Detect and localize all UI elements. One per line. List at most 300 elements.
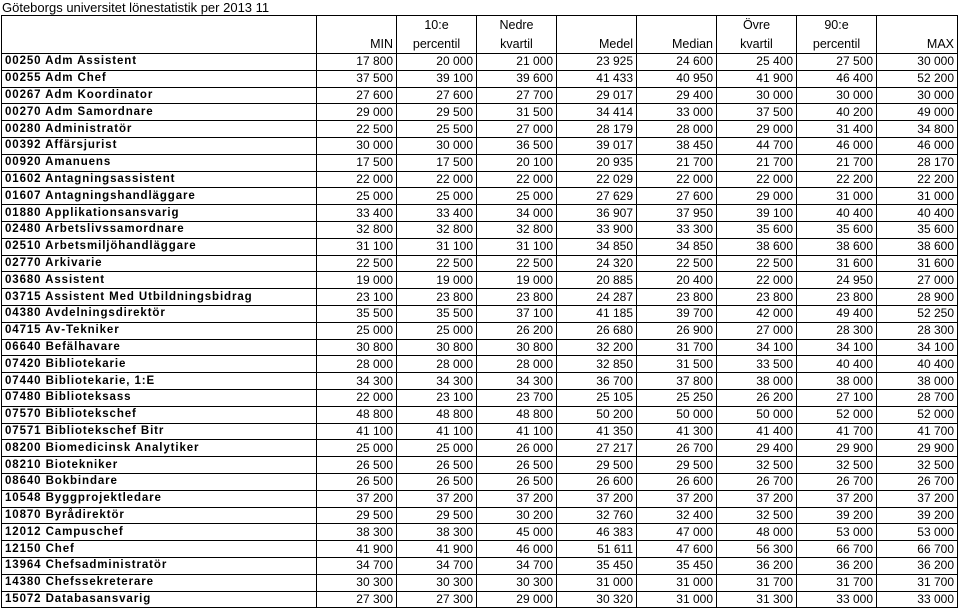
q3-cell: 48 000 bbox=[717, 524, 797, 541]
median-cell: 31 000 bbox=[637, 574, 717, 591]
occupation-cell: 10870 Byrådirektör bbox=[2, 507, 317, 524]
min-cell: 27 300 bbox=[317, 591, 397, 608]
max-cell: 52 200 bbox=[877, 70, 958, 87]
p10-cell: 48 800 bbox=[397, 406, 477, 423]
mean-cell: 26 600 bbox=[557, 473, 637, 490]
p10-cell: 23 800 bbox=[397, 289, 477, 306]
max-cell: 27 000 bbox=[877, 272, 958, 289]
median-cell: 41 300 bbox=[637, 423, 717, 440]
q3-cell: 31 700 bbox=[717, 574, 797, 591]
min-cell: 22 500 bbox=[317, 121, 397, 138]
median-cell: 28 000 bbox=[637, 121, 717, 138]
occupation-cell: 03715 Assistent Med Utbildningsbidrag bbox=[2, 289, 317, 306]
max-cell: 36 200 bbox=[877, 557, 958, 574]
max-cell: 38 600 bbox=[877, 238, 958, 255]
mean-cell: 39 017 bbox=[557, 137, 637, 154]
max-cell: 30 000 bbox=[877, 87, 958, 104]
mean-cell: 34 850 bbox=[557, 238, 637, 255]
q1-cell: 32 800 bbox=[477, 221, 557, 238]
table-header bbox=[2, 16, 958, 54]
q3-cell: 29 400 bbox=[717, 440, 797, 457]
min-cell: 17 800 bbox=[317, 54, 397, 71]
q3-cell: 26 700 bbox=[717, 473, 797, 490]
p90-cell: 28 300 bbox=[797, 322, 877, 339]
table-row bbox=[2, 541, 958, 558]
table-row bbox=[2, 490, 958, 507]
max-cell: 40 400 bbox=[877, 356, 958, 373]
p10-cell: 25 000 bbox=[397, 188, 477, 205]
mean-cell: 31 000 bbox=[557, 574, 637, 591]
q1-cell: 34 000 bbox=[477, 205, 557, 222]
p90-cell: 34 100 bbox=[797, 339, 877, 356]
p10-cell: 29 500 bbox=[397, 104, 477, 121]
table-row bbox=[2, 322, 958, 339]
q3-cell: 22 000 bbox=[717, 171, 797, 188]
q3-cell: 29 000 bbox=[717, 121, 797, 138]
q3-cell: 26 200 bbox=[717, 389, 797, 406]
table-row bbox=[2, 221, 958, 238]
median-cell: 31 500 bbox=[637, 356, 717, 373]
median-cell: 33 300 bbox=[637, 221, 717, 238]
q3-cell: 22 500 bbox=[717, 255, 797, 272]
mean-cell: 32 200 bbox=[557, 339, 637, 356]
q3-cell: 44 700 bbox=[717, 137, 797, 154]
max-cell: 26 700 bbox=[877, 473, 958, 490]
occupation-cell: 12150 Chef bbox=[2, 541, 317, 558]
p10-cell: 17 500 bbox=[397, 154, 477, 171]
p90-cell: 23 800 bbox=[797, 289, 877, 306]
q3-cell: 56 300 bbox=[717, 541, 797, 558]
mean-cell: 29 017 bbox=[557, 87, 637, 104]
table-row bbox=[2, 406, 958, 423]
max-cell: 22 200 bbox=[877, 171, 958, 188]
p90-cell: 31 700 bbox=[797, 574, 877, 591]
q1-cell: 30 800 bbox=[477, 339, 557, 356]
max-cell: 53 000 bbox=[877, 524, 958, 541]
table-row bbox=[2, 238, 958, 255]
table-row bbox=[2, 87, 958, 104]
occupation-cell: 08210 Biotekniker bbox=[2, 457, 317, 474]
occupation-cell: 00255 Adm Chef bbox=[2, 70, 317, 87]
table-row bbox=[2, 171, 958, 188]
min-cell: 26 500 bbox=[317, 457, 397, 474]
p10-cell: 22 500 bbox=[397, 255, 477, 272]
median-cell: 29 400 bbox=[637, 87, 717, 104]
table-row bbox=[2, 524, 958, 541]
median-cell: 47 000 bbox=[637, 524, 717, 541]
table-row bbox=[2, 457, 958, 474]
median-cell: 31 700 bbox=[637, 339, 717, 356]
occupation-cell: 04715 Av-Tekniker bbox=[2, 322, 317, 339]
occupation-cell: 01602 Antagningsassistent bbox=[2, 171, 317, 188]
header-top-q1: Nedre bbox=[477, 16, 557, 35]
median-cell: 37 950 bbox=[637, 205, 717, 222]
min-cell: 29 000 bbox=[317, 104, 397, 121]
q1-cell: 36 500 bbox=[477, 137, 557, 154]
min-cell: 35 500 bbox=[317, 305, 397, 322]
max-cell: 39 200 bbox=[877, 507, 958, 524]
mean-cell: 20 935 bbox=[557, 154, 637, 171]
occupation-cell: 01880 Applikationsansvarig bbox=[2, 205, 317, 222]
q3-cell: 41 400 bbox=[717, 423, 797, 440]
q1-cell: 26 500 bbox=[477, 457, 557, 474]
mean-cell: 46 383 bbox=[557, 524, 637, 541]
max-cell: 49 000 bbox=[877, 104, 958, 121]
occupation-cell: 13964 Chefsadministratör bbox=[2, 557, 317, 574]
min-cell: 28 000 bbox=[317, 356, 397, 373]
p10-cell: 20 000 bbox=[397, 54, 477, 71]
header-occupation bbox=[2, 35, 317, 54]
p90-cell: 31 600 bbox=[797, 255, 877, 272]
max-cell: 28 300 bbox=[877, 322, 958, 339]
max-cell: 32 500 bbox=[877, 457, 958, 474]
max-cell: 40 400 bbox=[877, 205, 958, 222]
occupation-cell: 00920 Amanuens bbox=[2, 154, 317, 171]
p10-cell: 25 000 bbox=[397, 440, 477, 457]
mean-cell: 50 200 bbox=[557, 406, 637, 423]
min-cell: 30 000 bbox=[317, 137, 397, 154]
median-cell: 37 800 bbox=[637, 373, 717, 390]
min-cell: 17 500 bbox=[317, 154, 397, 171]
p10-cell: 25 000 bbox=[397, 322, 477, 339]
table-row bbox=[2, 205, 958, 222]
q1-cell: 26 000 bbox=[477, 440, 557, 457]
mean-cell: 20 885 bbox=[557, 272, 637, 289]
max-cell: 38 000 bbox=[877, 373, 958, 390]
occupation-cell: 08200 Biomedicinsk Analytiker bbox=[2, 440, 317, 457]
q3-cell: 34 100 bbox=[717, 339, 797, 356]
max-cell: 29 900 bbox=[877, 440, 958, 457]
p10-cell: 22 000 bbox=[397, 171, 477, 188]
occupation-cell: 01607 Antagningshandläggare bbox=[2, 188, 317, 205]
p10-cell: 37 200 bbox=[397, 490, 477, 507]
max-cell: 52 000 bbox=[877, 406, 958, 423]
header-top-mean bbox=[557, 16, 637, 35]
q3-cell: 35 600 bbox=[717, 221, 797, 238]
occupation-cell: 03680 Assistent bbox=[2, 272, 317, 289]
header-p90: percentil bbox=[797, 35, 877, 54]
table-row bbox=[2, 154, 958, 171]
median-cell: 34 850 bbox=[637, 238, 717, 255]
median-cell: 37 200 bbox=[637, 490, 717, 507]
table-row bbox=[2, 54, 958, 71]
occupation-cell: 02770 Arkivarie bbox=[2, 255, 317, 272]
occupation-cell: 00280 Administratör bbox=[2, 121, 317, 138]
p90-cell: 30 000 bbox=[797, 87, 877, 104]
mean-cell: 27 217 bbox=[557, 440, 637, 457]
header-q3: kvartil bbox=[717, 35, 797, 54]
occupation-cell: 00270 Adm Samordnare bbox=[2, 104, 317, 121]
max-cell: 37 200 bbox=[877, 490, 958, 507]
q3-cell: 29 000 bbox=[717, 188, 797, 205]
header-max: MAX bbox=[877, 35, 958, 54]
q3-cell: 22 000 bbox=[717, 272, 797, 289]
mean-cell: 41 185 bbox=[557, 305, 637, 322]
q1-cell: 23 700 bbox=[477, 389, 557, 406]
header-q1: kvartil bbox=[477, 35, 557, 54]
median-cell: 21 700 bbox=[637, 154, 717, 171]
q1-cell: 27 700 bbox=[477, 87, 557, 104]
max-cell: 33 000 bbox=[877, 591, 958, 608]
p10-cell: 25 500 bbox=[397, 121, 477, 138]
max-cell: 46 000 bbox=[877, 137, 958, 154]
p90-cell: 31 400 bbox=[797, 121, 877, 138]
table-row bbox=[2, 423, 958, 440]
table-row bbox=[2, 591, 958, 608]
mean-cell: 51 611 bbox=[557, 541, 637, 558]
mean-cell: 32 760 bbox=[557, 507, 637, 524]
max-cell: 31 600 bbox=[877, 255, 958, 272]
q1-cell: 34 700 bbox=[477, 557, 557, 574]
p90-cell: 33 000 bbox=[797, 591, 877, 608]
median-cell: 38 450 bbox=[637, 137, 717, 154]
p90-cell: 32 500 bbox=[797, 457, 877, 474]
table-row bbox=[2, 70, 958, 87]
max-cell: 28 700 bbox=[877, 389, 958, 406]
median-cell: 32 400 bbox=[637, 507, 717, 524]
max-cell: 34 800 bbox=[877, 121, 958, 138]
mean-cell: 30 320 bbox=[557, 591, 637, 608]
median-cell: 20 400 bbox=[637, 272, 717, 289]
q1-cell: 21 000 bbox=[477, 54, 557, 71]
p90-cell: 46 000 bbox=[797, 137, 877, 154]
max-cell: 34 100 bbox=[877, 339, 958, 356]
p10-cell: 28 000 bbox=[397, 356, 477, 373]
median-cell: 26 700 bbox=[637, 440, 717, 457]
p90-cell: 66 700 bbox=[797, 541, 877, 558]
p90-cell: 40 200 bbox=[797, 104, 877, 121]
p10-cell: 27 600 bbox=[397, 87, 477, 104]
max-cell: 31 000 bbox=[877, 188, 958, 205]
q1-cell: 19 000 bbox=[477, 272, 557, 289]
min-cell: 25 000 bbox=[317, 322, 397, 339]
p90-cell: 27 500 bbox=[797, 54, 877, 71]
p10-cell: 33 400 bbox=[397, 205, 477, 222]
table-row bbox=[2, 255, 958, 272]
q1-cell: 34 300 bbox=[477, 373, 557, 390]
occupation-cell: 08640 Bokbindare bbox=[2, 473, 317, 490]
p90-cell: 22 200 bbox=[797, 171, 877, 188]
p90-cell: 31 000 bbox=[797, 188, 877, 205]
max-cell: 66 700 bbox=[877, 541, 958, 558]
p10-cell: 35 500 bbox=[397, 305, 477, 322]
q1-cell: 45 000 bbox=[477, 524, 557, 541]
min-cell: 22 000 bbox=[317, 389, 397, 406]
mean-cell: 41 350 bbox=[557, 423, 637, 440]
occupation-cell: 07480 Biblioteksass bbox=[2, 389, 317, 406]
min-cell: 22 500 bbox=[317, 255, 397, 272]
median-cell: 22 500 bbox=[637, 255, 717, 272]
mean-cell: 23 925 bbox=[557, 54, 637, 71]
q3-cell: 39 100 bbox=[717, 205, 797, 222]
q1-cell: 26 200 bbox=[477, 322, 557, 339]
q1-cell: 37 100 bbox=[477, 305, 557, 322]
p10-cell: 23 100 bbox=[397, 389, 477, 406]
p90-cell: 26 700 bbox=[797, 473, 877, 490]
min-cell: 31 100 bbox=[317, 238, 397, 255]
p90-cell: 35 600 bbox=[797, 221, 877, 238]
q1-cell: 30 200 bbox=[477, 507, 557, 524]
table-row bbox=[2, 121, 958, 138]
mean-cell: 26 680 bbox=[557, 322, 637, 339]
table-body bbox=[2, 54, 958, 608]
header-top-p90: 90:e bbox=[797, 16, 877, 35]
table-row bbox=[2, 137, 958, 154]
max-cell: 28 170 bbox=[877, 154, 958, 171]
table-row bbox=[2, 289, 958, 306]
min-cell: 25 000 bbox=[317, 188, 397, 205]
p10-cell: 38 300 bbox=[397, 524, 477, 541]
table-row bbox=[2, 339, 958, 356]
min-cell: 41 100 bbox=[317, 423, 397, 440]
p10-cell: 39 100 bbox=[397, 70, 477, 87]
occupation-cell: 15072 Databasansvarig bbox=[2, 591, 317, 608]
median-cell: 23 800 bbox=[637, 289, 717, 306]
median-cell: 47 600 bbox=[637, 541, 717, 558]
min-cell: 32 800 bbox=[317, 221, 397, 238]
min-cell: 26 500 bbox=[317, 473, 397, 490]
header-p10: percentil bbox=[397, 35, 477, 54]
q1-cell: 23 800 bbox=[477, 289, 557, 306]
median-cell: 26 600 bbox=[637, 473, 717, 490]
median-cell: 31 000 bbox=[637, 591, 717, 608]
table-row bbox=[2, 389, 958, 406]
min-cell: 37 500 bbox=[317, 70, 397, 87]
p90-cell: 40 400 bbox=[797, 205, 877, 222]
min-cell: 27 600 bbox=[317, 87, 397, 104]
mean-cell: 41 433 bbox=[557, 70, 637, 87]
p90-cell: 40 400 bbox=[797, 356, 877, 373]
p90-cell: 49 400 bbox=[797, 305, 877, 322]
q3-cell: 23 800 bbox=[717, 289, 797, 306]
q1-cell: 46 000 bbox=[477, 541, 557, 558]
q3-cell: 25 400 bbox=[717, 54, 797, 71]
q1-cell: 29 000 bbox=[477, 591, 557, 608]
p10-cell: 31 100 bbox=[397, 238, 477, 255]
min-cell: 30 800 bbox=[317, 339, 397, 356]
table-row bbox=[2, 188, 958, 205]
occupation-cell: 07570 Bibliotekschef bbox=[2, 406, 317, 423]
max-cell: 41 700 bbox=[877, 423, 958, 440]
min-cell: 33 400 bbox=[317, 205, 397, 222]
q3-cell: 50 000 bbox=[717, 406, 797, 423]
median-cell: 50 000 bbox=[637, 406, 717, 423]
header-top-median bbox=[637, 16, 717, 35]
p90-cell: 21 700 bbox=[797, 154, 877, 171]
max-cell: 30 000 bbox=[877, 54, 958, 71]
p90-cell: 41 700 bbox=[797, 423, 877, 440]
p90-cell: 38 000 bbox=[797, 373, 877, 390]
q3-cell: 38 600 bbox=[717, 238, 797, 255]
median-cell: 26 900 bbox=[637, 322, 717, 339]
p90-cell: 27 100 bbox=[797, 389, 877, 406]
p90-cell: 37 200 bbox=[797, 490, 877, 507]
q3-cell: 41 900 bbox=[717, 70, 797, 87]
p10-cell: 26 500 bbox=[397, 457, 477, 474]
table-row bbox=[2, 356, 958, 373]
p90-cell: 39 200 bbox=[797, 507, 877, 524]
q1-cell: 27 000 bbox=[477, 121, 557, 138]
q3-cell: 21 700 bbox=[717, 154, 797, 171]
mean-cell: 24 320 bbox=[557, 255, 637, 272]
q3-cell: 37 500 bbox=[717, 104, 797, 121]
q3-cell: 36 200 bbox=[717, 557, 797, 574]
p10-cell: 41 900 bbox=[397, 541, 477, 558]
mean-cell: 33 900 bbox=[557, 221, 637, 238]
header-median: Median bbox=[637, 35, 717, 54]
occupation-cell: 00392 Affärsjurist bbox=[2, 137, 317, 154]
mean-cell: 28 179 bbox=[557, 121, 637, 138]
mean-cell: 35 450 bbox=[557, 557, 637, 574]
header-min: MIN bbox=[317, 35, 397, 54]
page-title: Göteborgs universitet lönestatistik per 2013 11 bbox=[2, 0, 270, 15]
p90-cell: 29 900 bbox=[797, 440, 877, 457]
p10-cell: 30 300 bbox=[397, 574, 477, 591]
q1-cell: 31 100 bbox=[477, 238, 557, 255]
median-cell: 24 600 bbox=[637, 54, 717, 71]
q3-cell: 30 000 bbox=[717, 87, 797, 104]
occupation-cell: 07420 Bibliotekarie bbox=[2, 356, 317, 373]
table-row bbox=[2, 305, 958, 322]
q3-cell: 33 500 bbox=[717, 356, 797, 373]
p90-cell: 24 950 bbox=[797, 272, 877, 289]
header-top-q3: Övre bbox=[717, 16, 797, 35]
p90-cell: 36 200 bbox=[797, 557, 877, 574]
q3-cell: 38 000 bbox=[717, 373, 797, 390]
p10-cell: 30 800 bbox=[397, 339, 477, 356]
table-row bbox=[2, 104, 958, 121]
min-cell: 48 800 bbox=[317, 406, 397, 423]
min-cell: 38 300 bbox=[317, 524, 397, 541]
mean-cell: 34 414 bbox=[557, 104, 637, 121]
header-top-min bbox=[317, 16, 397, 35]
p90-cell: 52 000 bbox=[797, 406, 877, 423]
q3-cell: 32 500 bbox=[717, 507, 797, 524]
median-cell: 33 000 bbox=[637, 104, 717, 121]
q3-cell: 31 300 bbox=[717, 591, 797, 608]
q1-cell: 37 200 bbox=[477, 490, 557, 507]
min-cell: 41 900 bbox=[317, 541, 397, 558]
median-cell: 22 000 bbox=[637, 171, 717, 188]
occupation-cell: 06640 Befälhavare bbox=[2, 339, 317, 356]
min-cell: 19 000 bbox=[317, 272, 397, 289]
mean-cell: 29 500 bbox=[557, 457, 637, 474]
max-cell: 31 700 bbox=[877, 574, 958, 591]
occupation-cell: 10548 Byggprojektledare bbox=[2, 490, 317, 507]
p10-cell: 34 700 bbox=[397, 557, 477, 574]
table-row bbox=[2, 557, 958, 574]
table-row bbox=[2, 473, 958, 490]
mean-cell: 36 907 bbox=[557, 205, 637, 222]
header-top-p10: 10:e bbox=[397, 16, 477, 35]
median-cell: 39 700 bbox=[637, 305, 717, 322]
q1-cell: 30 300 bbox=[477, 574, 557, 591]
mean-cell: 25 105 bbox=[557, 389, 637, 406]
q1-cell: 41 100 bbox=[477, 423, 557, 440]
mean-cell: 24 287 bbox=[557, 289, 637, 306]
p90-cell: 46 400 bbox=[797, 70, 877, 87]
occupation-cell: 14380 Chefssekreterare bbox=[2, 574, 317, 591]
p10-cell: 32 800 bbox=[397, 221, 477, 238]
occupation-cell: 07571 Bibliotekschef Bitr bbox=[2, 423, 317, 440]
median-cell: 40 950 bbox=[637, 70, 717, 87]
table-row bbox=[2, 373, 958, 390]
q3-cell: 27 000 bbox=[717, 322, 797, 339]
min-cell: 25 000 bbox=[317, 440, 397, 457]
p10-cell: 34 300 bbox=[397, 373, 477, 390]
header-top-max bbox=[877, 16, 958, 35]
table-row bbox=[2, 272, 958, 289]
